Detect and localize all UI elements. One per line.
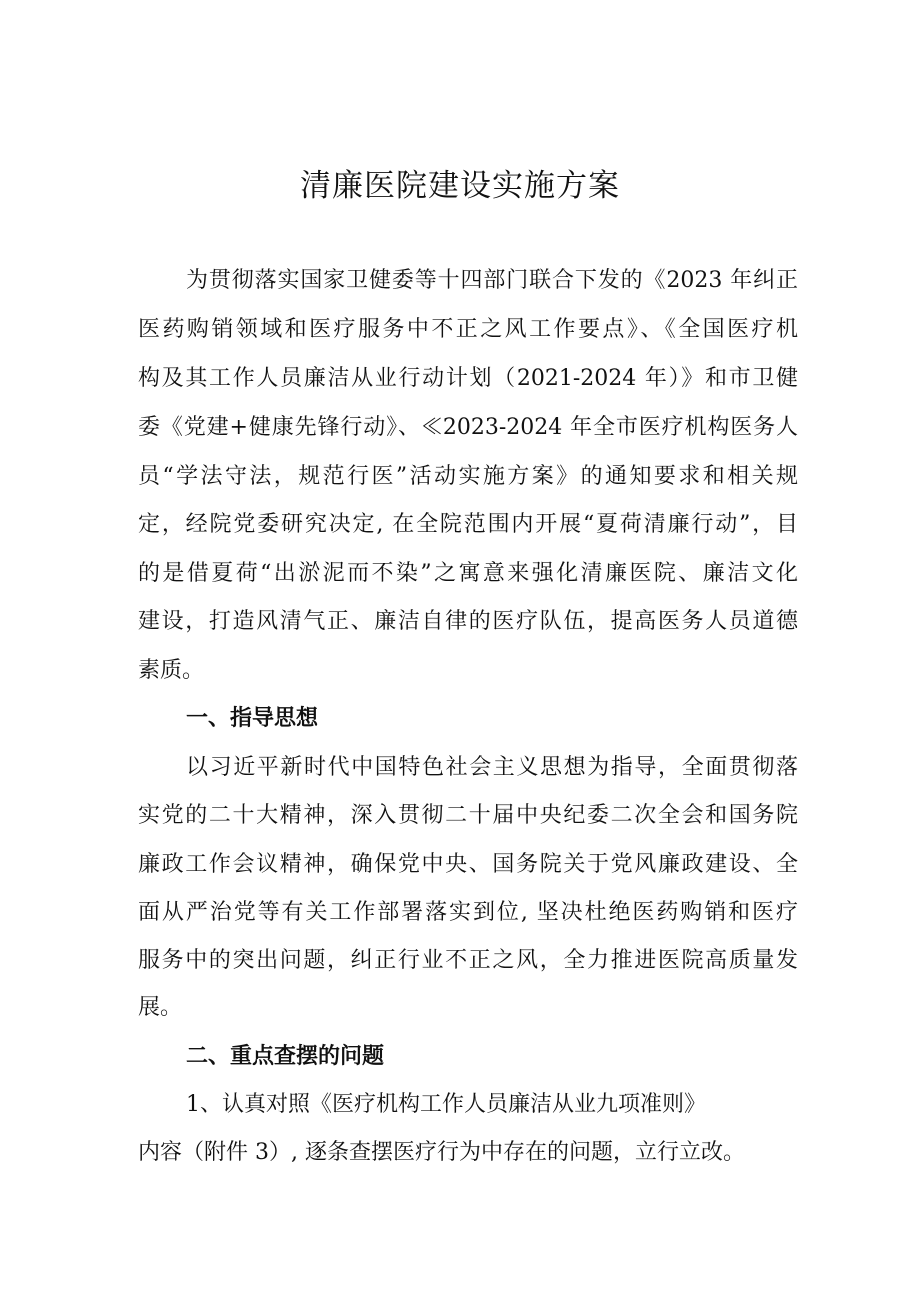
- document-title: 清廉医院建设实施方案: [300, 168, 620, 204]
- section-heading-guiding-thought: 一、指导思想: [186, 706, 319, 731]
- intro-line-1: 为贯彻落实国家卫健委等十四部门联合下发的《2023 年纠正: [186, 268, 798, 293]
- section1-line-3: 廉政工作会议精神，确保党中央、国务院关于党风廉政建设、全: [138, 852, 798, 877]
- section1-line-2: 实党的二十大精神，深入贯彻二十届中央纪委二次全会和国务院: [138, 803, 798, 828]
- intro-line-9: 素质。: [138, 658, 205, 683]
- intro-line-3: 构及其工作人员廉洁从业行动计划（2021-2024 年）》和市卫健: [138, 366, 798, 391]
- intro-line-4: 委《党建+健康先锋行动》、≪2023-2024 年全市医疗机构医务人: [138, 415, 798, 440]
- intro-line-8: 建设，打造风清气正、廉洁自律的医疗队伍，提高医务人员道德: [138, 609, 798, 634]
- section1-line-4: 面从严治党等有关工作部署落实到位, 坚决杜绝医药购销和医疗: [138, 900, 798, 925]
- intro-line-7: 的是借夏荷“出淤泥而不染”之寓意来强化清廉医院、廉洁文化: [138, 561, 798, 586]
- intro-line-6: 定，经院党委研究决定, 在全院范围内开展“夏荷清廉行动”，目: [138, 512, 798, 537]
- section1-line-5: 服务中的突出问题，纠正行业不正之风，全力推进医院高质量发: [138, 948, 798, 973]
- intro-line-2: 医药购销领域和医疗服务中不正之风工作要点》、《全国医疗机: [138, 317, 798, 342]
- section1-line-6: 展。: [138, 995, 183, 1020]
- section-heading-key-issues: 二、重点查摆的问题: [186, 1044, 385, 1069]
- section1-line-1: 以习近平新时代中国特色社会主义思想为指导，全面贯彻落: [186, 755, 798, 780]
- section2-line-2: 内容（附件 3）, 逐条查摆医疗行为中存在的问题，立行立改。: [138, 1140, 745, 1165]
- intro-line-5: 员“学法守法，规范行医”活动实施方案》的通知要求和相关规: [138, 464, 798, 489]
- section2-line-1: 1、认真对照《医疗机构工作人员廉洁从业九项准则》: [186, 1092, 706, 1117]
